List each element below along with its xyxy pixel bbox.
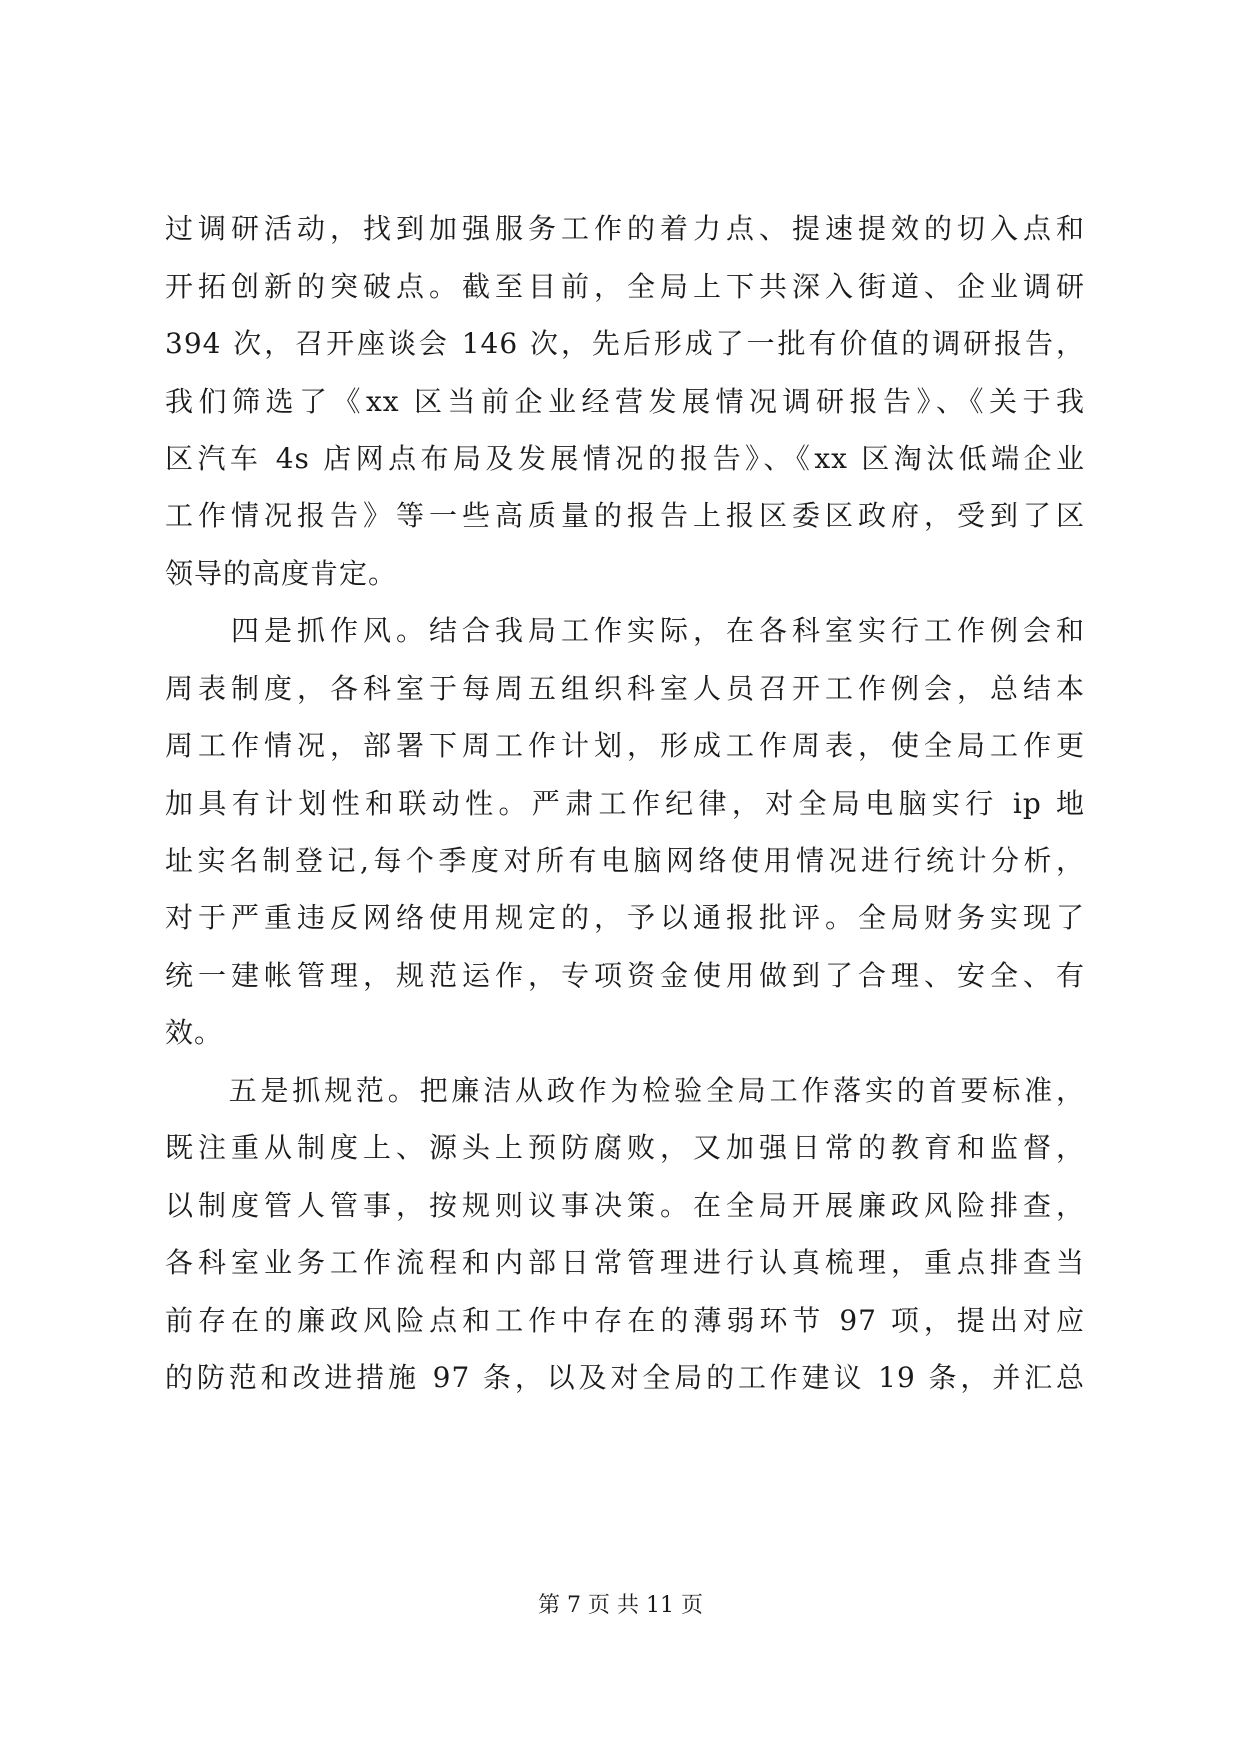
body-line: 过调研活动，找到加强服务工作的着力点、提速提效的切入点和 [165, 212, 1085, 245]
body-line: 的防范和改进措施 97 条，以及对全局的工作建议 19 条，并汇总 [165, 1361, 1085, 1394]
body-line: 工作情况报告》等一些高质量的报告上报区委区政府，受到了区 [165, 499, 1085, 532]
body-line: 周工作情况，部署下周工作计划，形成工作周表，使全局工作更 [165, 729, 1085, 762]
body-line: 周表制度，各科室于每周五组织科室人员召开工作例会，总结本 [165, 672, 1085, 705]
body-line: 开拓创新的突破点。截至目前，全局上下共深入街道、企业调研 [165, 270, 1085, 303]
body-line: 前存在的廉政风险点和工作中存在的薄弱环节 97 项，提出对应 [165, 1304, 1085, 1337]
paragraph-start-line: 五是抓规范。把廉洁从政作为检验全局工作落实的首要标准， [165, 1074, 1085, 1107]
body-line: 址实名制登记,每个季度对所有电脑网络使用情况进行统计分析， [165, 844, 1085, 877]
body-line: 区汽车 4s 店网点布局及发展情况的报告》、《xx 区淘汰低端企业 [165, 442, 1085, 475]
paragraph-start-line: 四是抓作风。结合我局工作实际，在各科室实行工作例会和 [165, 614, 1085, 647]
body-line: 对于严重违反网络使用规定的，予以通报批评。全局财务实现了 [165, 901, 1085, 934]
body-line: 394 次，召开座谈会 146 次，先后形成了一批有价值的调研报告， [165, 327, 1085, 360]
body-line: 效。 [165, 1016, 224, 1049]
body-line: 以制度管人管事，按规则议事决策。在全局开展廉政风险排查， [165, 1189, 1085, 1222]
body-line: 统一建帐管理，规范运作，专项资金使用做到了合理、安全、有 [165, 959, 1085, 992]
body-line: 既注重从制度上、源头上预防腐败，又加强日常的教育和监督， [165, 1131, 1085, 1164]
body-line: 我们筛选了《xx 区当前企业经营发展情况调研报告》、《关于我 [165, 385, 1085, 418]
body-line: 各科室业务工作流程和内部日常管理进行认真梳理，重点排查当 [165, 1246, 1085, 1279]
page-number-footer: 第 7 页 共 11 页 [538, 1593, 703, 1618]
body-line: 领导的高度肯定。 [165, 557, 398, 590]
body-line: 加具有计划性和联动性。严肃工作纪律，对全局电脑实行 ip 地 [165, 787, 1085, 820]
